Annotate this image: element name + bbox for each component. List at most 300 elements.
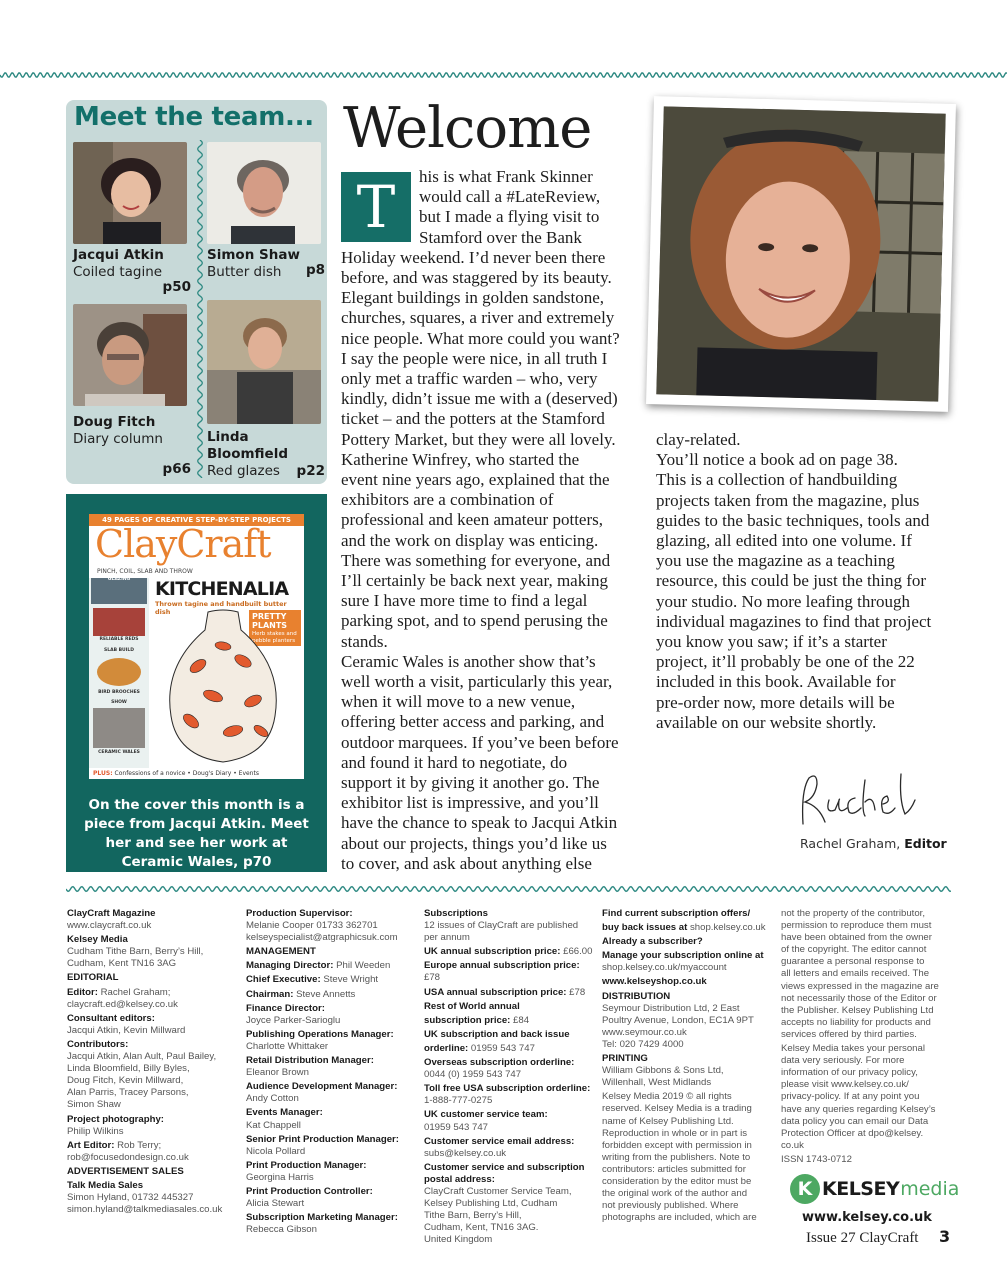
- footer-block: [424, 908, 596, 944]
- footer-text: the original work of the author and: [602, 1188, 748, 1200]
- footer-text: the Publisher. Kelsey Publishing Ltd: [781, 1004, 934, 1016]
- footer-block: [602, 1091, 776, 1224]
- footer-block: [67, 908, 237, 932]
- footer-block: [67, 987, 237, 1011]
- cover-sidebar-item: [93, 708, 145, 748]
- footer-block: [602, 991, 776, 1051]
- footer-text: 01959 543 747: [424, 1121, 489, 1133]
- footer-text: views expressed in the magazine are: [781, 980, 939, 992]
- cover-sidebar-item: [93, 608, 145, 636]
- article-line: when it will move to a new venue,: [341, 692, 576, 712]
- page-number: 3: [939, 1227, 951, 1246]
- footer-block: [67, 1039, 237, 1112]
- footer-text: Simon Shaw: [67, 1099, 121, 1111]
- footer-text: ISSN 1743-0712: [781, 1153, 852, 1165]
- footer-heading-text: ClayCraft Magazine: [67, 908, 156, 919]
- footer-heading: [246, 1055, 418, 1067]
- footer-heading-text: UK annual subscription price:: [424, 946, 561, 958]
- footer-heading: [602, 991, 776, 1003]
- footer-heading-text: Already a subscriber?: [602, 936, 703, 948]
- footer-block: [602, 976, 776, 988]
- footer-block: [246, 1212, 418, 1236]
- footer-block: [246, 908, 418, 944]
- footer-heading-text: orderline:: [424, 1042, 469, 1054]
- footer-heading: [424, 1029, 596, 1041]
- footer-heading-text: ADVERTISEMENT SALES: [67, 1165, 184, 1177]
- footer-text: not necessarily those of the Editor or: [781, 992, 937, 1004]
- footer-heading: [246, 908, 418, 920]
- footer-heading-text: Rest of World annual: [424, 1000, 520, 1012]
- footer-heading: [424, 1043, 596, 1055]
- article-line: support it by giving it another go. The: [341, 773, 600, 792]
- footer-text: reserved. Kelsey Media is a trading: [602, 1103, 752, 1115]
- footer-text: please visit www.kelsey.co.uk/: [781, 1079, 909, 1091]
- footer-heading: [246, 1003, 418, 1015]
- footer-text: ClayCraft Customer Service Team,: [424, 1185, 572, 1197]
- article-line: I’ll certainly be back next year, making: [341, 571, 608, 590]
- footer-text: 1-888-777-0275: [424, 1095, 493, 1107]
- footer-heading: [246, 974, 418, 986]
- footer-heading: [424, 1057, 596, 1069]
- footer-text: Cudham, Kent, TN16 3AG.: [424, 1222, 539, 1234]
- article-line: There was something for everyone, and: [341, 550, 611, 570]
- cover-subhead: Thrown tagine and handbuilt butter dish: [155, 600, 287, 616]
- footer-block: [246, 1029, 418, 1053]
- footer-text: contributors: articles submitted for: [602, 1163, 746, 1175]
- article-line: Stamford over the Bank: [419, 227, 582, 247]
- footer-heading: [424, 1015, 596, 1027]
- footer-text: kelseyspecialist@atgraphicsuk.com: [246, 932, 398, 944]
- member-role: Coiled tagine: [73, 264, 163, 280]
- footer-heading: [67, 1140, 237, 1152]
- footer-heading: [67, 972, 237, 984]
- footer-heading-text: Customer service email address:: [424, 1135, 575, 1147]
- footer-heading-text: USA annual subscription price:: [424, 986, 567, 998]
- member-name: Jacqui Atkin: [73, 247, 164, 263]
- article-line: professional and keen amateur potters,: [341, 510, 603, 530]
- footer-text: United Kingdom: [424, 1234, 493, 1246]
- footer-heading: [246, 1029, 418, 1041]
- footer-heading-text: Subscriptions: [424, 908, 488, 919]
- footer-block: [246, 1107, 418, 1131]
- editor-credit: [800, 836, 947, 851]
- footer-block: [67, 1166, 237, 1178]
- footer-block: [246, 989, 418, 1001]
- footer-heading: [67, 934, 237, 946]
- footer-text: www.claycraft.co.uk: [67, 920, 152, 932]
- article-line: outdoor marquees. If you’ve been before: [341, 732, 619, 752]
- footer-heading-text: Contributors:: [67, 1038, 129, 1050]
- cover-sidebar-label: SHOW: [111, 700, 127, 705]
- article-line: but I made a flying visit to: [419, 207, 600, 227]
- team-member-doug: [73, 304, 193, 477]
- editor-photo: [656, 106, 945, 401]
- footer-block: [67, 1180, 237, 1216]
- article-line: clay-related.: [656, 430, 741, 449]
- footer-text: Tithe Barn, Berry’s Hill,: [424, 1210, 522, 1222]
- footer-wavy-rule: [66, 884, 951, 894]
- footer-heading: [424, 987, 596, 999]
- footer-heading-text: Print Production Manager:: [246, 1159, 367, 1171]
- footer-block: [602, 950, 776, 974]
- article-line: This is a collection of handbuilding: [656, 470, 898, 490]
- footer-text: accepts no liability for products and: [781, 1016, 931, 1028]
- team-wavy-divider: [196, 140, 204, 478]
- footer-text: 0044 (0) 1959 543 747: [424, 1069, 522, 1081]
- article-line: Ceramic Wales is another show that’s: [341, 651, 596, 671]
- cover-tagline: PINCH, COIL, SLAB AND THROW: [97, 568, 193, 575]
- footer-heading-value: £78: [566, 986, 586, 998]
- footer-heading-value: Rachel Graham;: [97, 986, 171, 998]
- footer-block: [246, 1160, 418, 1184]
- footer-text: information of our privacy policy,: [781, 1067, 918, 1079]
- kelsey-url[interactable]: www.kelsey.co.uk: [802, 1210, 932, 1225]
- footer-text: Protection Officer at dpo@kelsey.: [781, 1127, 924, 1139]
- footer-block: [67, 972, 237, 984]
- footer-heading-text: Consultant editors:: [67, 1012, 155, 1024]
- footer-heading: [67, 987, 237, 999]
- footer-heading: [67, 1039, 237, 1051]
- cover-masthead: ClayCraft: [95, 522, 271, 566]
- footer-heading: [424, 1136, 596, 1148]
- footer-text: Seymour Distribution Ltd, 2 East: [602, 1002, 740, 1014]
- welcome-title: Welcome: [343, 96, 592, 161]
- footer-heading-text: Finance Director:: [246, 1002, 325, 1014]
- footer-text: simon.hyland@talkmediasales.co.uk: [67, 1204, 223, 1216]
- article-line: Elegant buildings in golden sandstone,: [341, 288, 604, 308]
- footer-text: have any queries regarding Kelsey’s: [781, 1103, 936, 1115]
- footer-text: Eleanor Brown: [246, 1067, 309, 1079]
- footer-heading: [246, 1134, 418, 1146]
- footer-heading: [67, 908, 237, 920]
- cover-inset-sub: Herb stakes and pebble planters: [252, 631, 297, 644]
- footer-text: Philip Wilkins: [67, 1125, 124, 1137]
- footer-block: [67, 1140, 237, 1164]
- footer-text: Kelsey Publishing Ltd, Cudham: [424, 1198, 558, 1210]
- footer-text: Kat Chappell: [246, 1119, 301, 1131]
- footer-block: [67, 934, 237, 970]
- member-name: Doug Fitch: [73, 414, 156, 430]
- footer-text: Poultry Avenue, London, EC1A 9PT: [602, 1014, 754, 1026]
- footer-block: [424, 1015, 596, 1027]
- member-role: Red glazes: [207, 463, 280, 479]
- footer-block: [246, 1055, 418, 1079]
- footer-heading-text: PRINTING: [602, 1053, 648, 1065]
- article-line: stands.: [341, 631, 388, 651]
- footer-heading-text: EDITORIAL: [67, 972, 119, 984]
- footer-heading: [67, 1166, 237, 1178]
- footer-heading: [67, 1114, 237, 1126]
- footer-text: shop.kelsey.co.uk/myaccount: [602, 962, 727, 974]
- footer-heading: [424, 1083, 596, 1095]
- footer-text: Nicola Pollard: [246, 1145, 306, 1157]
- footer-heading-text: Subscription Marketing Manager:: [246, 1212, 398, 1224]
- footer-text: Charlotte Whittaker: [246, 1040, 329, 1052]
- cover-banner: 49 PAGES OF CREATIVE STEP-BY-STEP PROJECTS: [89, 514, 304, 526]
- footer-heading: [602, 908, 776, 920]
- cover-vase-illustration: [153, 606, 293, 766]
- footer-block: [246, 1134, 418, 1158]
- footer-heading-text: Chairman:: [246, 988, 294, 1000]
- footer-heading: [424, 960, 596, 984]
- footer-text: name of Kelsey Publishing Ltd.: [602, 1115, 734, 1127]
- footer-text: Linda Bloomfield, Billy Byles,: [67, 1063, 190, 1075]
- article-line: his is what Frank Skinner: [419, 167, 593, 186]
- article-line: Pottery Market, but they were all lovely.: [341, 429, 616, 449]
- linda-bloomfield-photo: [207, 300, 321, 424]
- article-line: event nine years ago, explained that the: [341, 470, 610, 489]
- footer-heading-text: Customer service and subscription postal address:: [424, 1161, 585, 1185]
- article-line: and found it hard to negotiate, do: [341, 752, 568, 772]
- drop-cap: T: [341, 172, 411, 242]
- footer-block: [67, 1114, 237, 1138]
- footer-text: data policy you can email our Data: [781, 1115, 929, 1127]
- footer-text: Joyce Parker-Sarioglu: [246, 1014, 341, 1026]
- footer-heading-text: MANAGEMENT: [246, 946, 316, 958]
- footer-heading-text: Find current subscription offers/: [602, 908, 751, 919]
- editor-photo-frame: [646, 96, 956, 412]
- cover-footer: [89, 768, 304, 779]
- article-line: resource, this could be just the thing for: [656, 571, 927, 591]
- footer-block: [602, 908, 776, 920]
- footer-heading: [246, 946, 418, 958]
- team-member-jacqui: [73, 142, 193, 295]
- kelsey-media-logo: [790, 1174, 959, 1204]
- footer-text: Melanie Cooper 01733 362701: [246, 920, 378, 932]
- footer-heading: [67, 1013, 237, 1025]
- footer-heading: [424, 908, 596, 920]
- meet-the-team-panel: [66, 100, 327, 484]
- member-page: p50: [162, 279, 191, 295]
- footer-heading-value: £66.00: [560, 946, 593, 958]
- footer-text: Willenhall, West Midlands: [602, 1077, 712, 1089]
- footer-block: [424, 987, 596, 999]
- article-line: about our projects, things you’d like us: [341, 833, 607, 853]
- footer-text: Jacqui Atkin, Kevin Millward: [67, 1024, 186, 1036]
- kelsey-wordmark: KELSEY: [822, 1178, 900, 1200]
- footer-heading-text: subscription price:: [424, 1014, 511, 1026]
- cover-sidebar: [89, 578, 149, 768]
- footer-heading-text: Chief Executive:: [246, 974, 321, 986]
- member-role: Butter dish: [207, 264, 282, 280]
- cover-footer-plus: PLUS:: [93, 770, 113, 777]
- footer-block: [424, 1162, 596, 1247]
- footer-heading-text: Print Production Controller:: [246, 1185, 373, 1197]
- footer-text: 12 issues of ClayCraft are published: [424, 920, 579, 932]
- footer-text: subs@kelsey.co.uk: [424, 1147, 507, 1159]
- cover-inset-title: PRETTY PLANTS: [252, 612, 288, 630]
- footer-block: [424, 1057, 596, 1081]
- footer-heading: [246, 1160, 418, 1172]
- team-title: Meet the team...: [74, 102, 314, 132]
- top-wavy-rule: [0, 70, 1007, 80]
- member-name-line1: Linda: [207, 429, 249, 445]
- footer-text: Tel: 020 7429 4000: [602, 1038, 684, 1050]
- article-line: have the chance to speak to Jacqui Atkin: [341, 813, 618, 833]
- footer-text: services offered by third parties.: [781, 1028, 917, 1040]
- footer-heading-value: £84: [510, 1014, 530, 1026]
- footer-block: [246, 960, 418, 972]
- footer-text: Georgina Harris: [246, 1171, 314, 1183]
- footer-heading-text: Audience Development Manager:: [246, 1081, 398, 1093]
- footer-text: permission to reproduce them must: [781, 920, 932, 932]
- article-line: Holiday weekend. I’d never been there: [341, 247, 606, 267]
- footer-text: Simon Hyland, 01732 445327: [67, 1192, 194, 1204]
- kelsey-k-icon: K: [790, 1174, 820, 1204]
- footer-column-3: [424, 908, 596, 1248]
- article-line: available on our website shortly.: [656, 712, 877, 732]
- footer-text: claycraft.ed@kelsey.co.uk: [67, 998, 178, 1010]
- footer-block: [246, 974, 418, 986]
- footer-text: Jacqui Atkin, Alan Ault, Paul Bailey,: [67, 1051, 217, 1063]
- editor-name: Rachel Graham,: [800, 836, 901, 851]
- footer-block: [246, 946, 418, 958]
- footer-heading-value: Steve Wright: [320, 974, 379, 986]
- footer-heading-text: Production Supervisor:: [246, 908, 353, 919]
- footer-heading: [602, 950, 776, 962]
- footer-heading: [246, 960, 418, 972]
- footer-heading: [424, 1001, 596, 1013]
- footer-heading-text: Overseas subscription orderline:: [424, 1057, 575, 1069]
- cover-sidebar-label: GLAZING: [107, 577, 131, 582]
- footer-heading-text: Publishing Operations Manager:: [246, 1028, 394, 1040]
- footer-heading: [424, 1109, 596, 1121]
- article-line: included in this book. Available for: [656, 672, 896, 692]
- footer-text: per annum: [424, 932, 470, 944]
- footer-heading-text: Editor:: [67, 986, 98, 998]
- article-line: parking spot, and to spend perusing the: [341, 611, 608, 631]
- article-line: only met a traffic warden – who, very: [341, 369, 598, 388]
- footer-heading: [246, 1186, 418, 1198]
- member-role: Diary column: [73, 431, 163, 447]
- cover-sidebar-item: [97, 658, 141, 686]
- member-page: p22: [296, 463, 325, 479]
- footer-column-4: [602, 908, 776, 1226]
- editor-signature: [795, 770, 925, 830]
- footer-block: [67, 1013, 237, 1037]
- footer-heading: [602, 922, 776, 934]
- cover-sidebar-label: RELIABLE REDS: [99, 637, 139, 642]
- footer-heading-text: UK customer service team:: [424, 1109, 548, 1121]
- member-page: p8: [305, 262, 325, 278]
- article-line: projects taken from the magazine, plus: [656, 490, 920, 510]
- footer-column-5: [781, 908, 953, 1166]
- footer-heading-text: Talk Media Sales: [67, 1179, 144, 1191]
- footer-heading-text: Senior Print Production Manager:: [246, 1133, 399, 1145]
- footer-heading-value: Steve Annetts: [293, 988, 356, 1000]
- footer-heading-value: Phil Weeden: [333, 960, 391, 972]
- footer-heading: [246, 1212, 418, 1224]
- footer-text: Cudham Tithe Barn, Berry’s Hill,: [67, 946, 204, 958]
- article-line: project, it’ll probably be one of the 22: [656, 652, 915, 672]
- article-line: churches, squares, a river and extremely: [341, 308, 615, 328]
- article-line: sure I have more time to find a legal: [341, 591, 588, 611]
- footer-heading: [246, 1081, 418, 1093]
- footer-text: Reproduction in whole or in part is: [602, 1127, 748, 1139]
- article-line: you use the magazine as a teaching: [656, 551, 895, 571]
- footer-block: [424, 1001, 596, 1013]
- issue-line: Issue 27 ClayCraft: [806, 1230, 919, 1246]
- footer-block: [424, 1109, 596, 1133]
- article-line: nice people. What more could you want?: [341, 328, 620, 348]
- footer-text: forbidden except with permission in: [602, 1139, 752, 1151]
- footer-text: William Gibbons & Sons Ltd,: [602, 1065, 724, 1077]
- article-line: would call a #LateReview,: [419, 187, 601, 207]
- footer-heading-text: Retail Distribution Manager:: [246, 1055, 374, 1067]
- article-line: guides to the basic techniques, tools and: [656, 510, 930, 530]
- footer-heading-text: DISTRIBUTION: [602, 990, 671, 1002]
- cover-footer-text: Confessions of a novice • Doug's Diary • Events: [114, 770, 259, 777]
- footer-text: consideration by the editor must be: [602, 1175, 752, 1187]
- footer-block: [246, 1003, 418, 1027]
- cover-sidebar-label: CERAMIC WALES: [98, 750, 140, 755]
- footer-block: [424, 1136, 596, 1160]
- article-line: you know you saw; if it’s a starter: [656, 632, 887, 651]
- article-line: kindly, didn’t issue me with a (deserved): [341, 389, 618, 409]
- article-line: before, and was staggered by its beauty.: [341, 268, 612, 287]
- article-line: and the work on display was enticing.: [341, 530, 599, 550]
- doug-fitch-photo: [73, 304, 187, 406]
- footer-heading-text: Europe annual subscription price:: [424, 960, 580, 972]
- footer-heading: [602, 936, 776, 948]
- member-name: Simon Shaw: [207, 247, 300, 263]
- footer-text: all letters and emails received. The: [781, 968, 930, 980]
- magazine-cover-image: [89, 514, 304, 779]
- footer-text: photographs are included, which are: [602, 1212, 757, 1224]
- footer-text: data very seriously. For more: [781, 1055, 905, 1067]
- footer-heading-text: Art Editor:: [67, 1139, 115, 1151]
- article-line: offering better access and parking, and: [341, 712, 605, 732]
- footer-block: [424, 960, 596, 984]
- footer-heading-text: UK subscription and back issue: [424, 1028, 570, 1040]
- article-line: your studio. No more leafing through: [656, 591, 911, 611]
- footer-heading-value: £78: [424, 972, 441, 984]
- footer-text: Alicia Stewart: [246, 1198, 305, 1210]
- article-line: Katherine Winfrey, who started the: [341, 449, 580, 469]
- footer-text: www.seymour.co.uk: [602, 1026, 687, 1038]
- article-line: You’ll notice a book ad on page 38.: [656, 450, 898, 470]
- footer-heading: [67, 1180, 237, 1192]
- footer-heading-text: buy back issues at: [602, 922, 688, 934]
- footer-block: [602, 922, 776, 934]
- footer-heading-value: 01959 543 747: [468, 1042, 535, 1054]
- footer-block: [424, 1043, 596, 1055]
- footer-column-1: [67, 908, 237, 1218]
- footer-block: [602, 936, 776, 948]
- cover-caption: On the cover this month is a piece from Jacqui Atkin. Meet her and see her work at Ceramic Wales, p70: [84, 797, 309, 870]
- footer-text: Cudham, Kent TN16 3AG: [67, 958, 177, 970]
- footer-text: Kelsey Media 2019 © all rights: [602, 1091, 732, 1103]
- member-page: p66: [162, 461, 191, 477]
- footer-heading: [246, 989, 418, 1001]
- footer-text: Alan Parris, Tracey Parsons,: [67, 1087, 189, 1099]
- footer-text: not previously published. Where: [602, 1200, 739, 1212]
- footer-block: [602, 1053, 776, 1089]
- footer-text: Rebecca Gibson: [246, 1224, 317, 1236]
- article-line: glazing, all edited into one volume. If: [656, 531, 912, 550]
- footer-text: privacy-policy. If at any point you: [781, 1091, 920, 1103]
- simon-shaw-photo: [207, 142, 321, 244]
- footer-heading-value: Rob Terry;: [114, 1139, 162, 1151]
- article-line: exhibitor list is impressive, and you’ll: [341, 793, 599, 813]
- footer-block: [246, 1186, 418, 1210]
- footer-heading-text: Toll free USA subscription orderline:: [424, 1083, 591, 1095]
- cover-panel: [66, 494, 327, 872]
- article-line: to cover, and ask about anything else: [341, 853, 592, 873]
- cover-sidebar-label: BIRD BROOCHES: [98, 690, 140, 695]
- footer-heading-text: Kelsey Media: [67, 934, 128, 946]
- footer-block: [424, 1029, 596, 1041]
